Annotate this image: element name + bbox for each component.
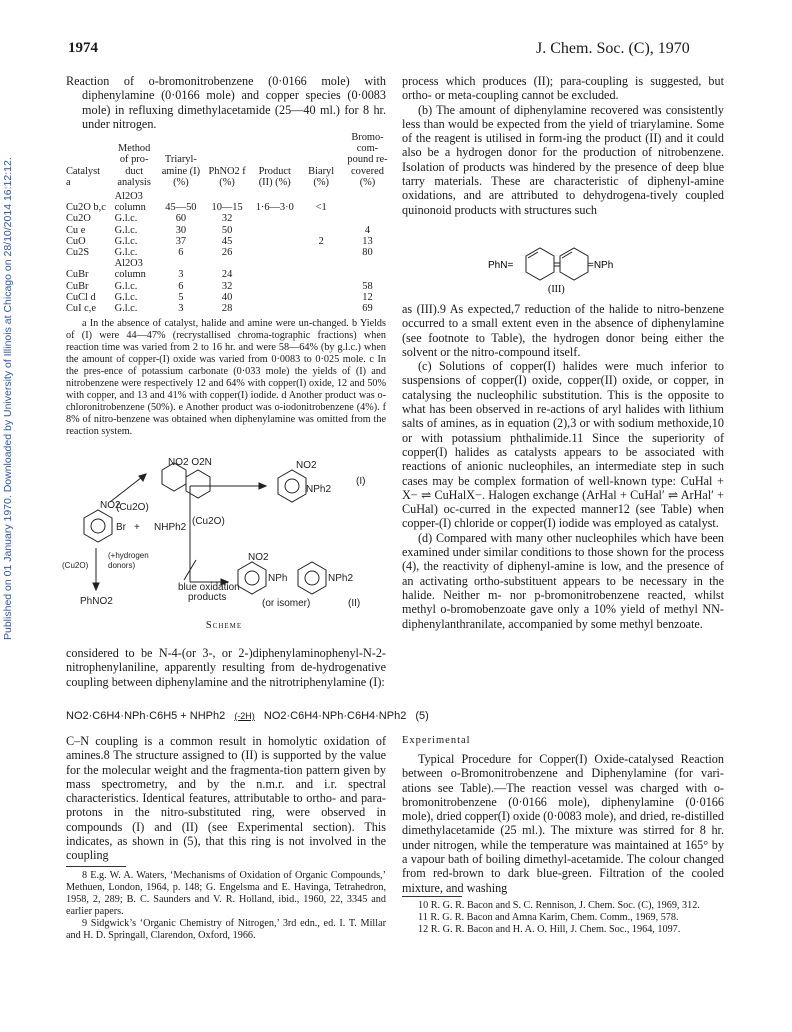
table-cell — [299, 281, 343, 292]
table-cell: CuBr — [66, 280, 89, 292]
table-cell: 60 — [175, 213, 187, 225]
table-cell: 12 — [362, 291, 373, 303]
table-cell — [299, 292, 343, 303]
table-cell — [343, 213, 392, 224]
footnote-rule-left — [66, 866, 126, 867]
scheme-label-isomer: (or isomer) — [262, 598, 311, 609]
table-cell: <1 — [315, 202, 327, 214]
scheme-label-cu2o-1: (Cu2O) — [116, 502, 149, 513]
structure-iii-right: =NPh — [588, 260, 614, 271]
table-cell: 32 — [221, 213, 233, 225]
table-cell: 4 — [364, 224, 371, 236]
table-cell: 58 — [362, 280, 373, 292]
table-cell — [250, 281, 299, 292]
table-cell: G.l.c. — [114, 303, 138, 315]
table-cell: 69 — [362, 303, 373, 315]
table-cell — [250, 303, 299, 314]
table-cell — [343, 191, 392, 213]
table-cell — [250, 292, 299, 303]
left-para-2: C–N coupling is a common result in homolytic oxidation of amines.8 The structure assigned to (II) is supported by the value for the molecular weight and the fragmenta-tion pattern given by mass spectrometry, and by the n.m.r. and i.r. spectral characteristics. Identical features, attributable to ortho- and para-protons in the nitro-substituted ring, were observed in compounds (I) and (II) (see Experimental section). This indicates, as shown in (5), that this ring is not involved in the coupling — [66, 734, 386, 863]
download-notice: Published on 01 January 1970. Downloaded by University of Illinois at Chicago on 28/10/2014 16:12:12. — [2, 157, 14, 640]
table-row — [62, 225, 392, 236]
scheme-label-blue1: blue oxidation — [178, 582, 240, 593]
table-cell: 26 — [221, 247, 233, 259]
table-row — [62, 303, 392, 314]
col-bromo-recovered: Bromo-com-pound re-covered (%) — [347, 132, 388, 188]
left-para-1: considered to be N-4-(or 3-, or 2-)diphenylaminophenyl-N-2-nitrophenylaniline, apparently resulting from de-hydrogenative coupling between diphenylamine and the nitrotriphenylamine (I): — [66, 646, 386, 689]
table-row — [62, 247, 392, 258]
structure-iii — [488, 238, 648, 294]
col-product-ii: Product (II) (%) — [258, 165, 291, 188]
quinonoid-structure — [488, 238, 648, 294]
eq5-right: NO2·C6H4·NPh·C6H4·NPh2 — [263, 710, 407, 722]
right-footnotes: 10 R. G. R. Bacon and S. C. Rennison, J. Chem. Soc. (C), 1969, 312. 11 R. G. R. Bacon and Amna Karim, Chem. Comm., 1969, 578. 12 R. G. R. Bacon and H. A. O. Hill, J. Chem. Soc., 1964, 1097. — [418, 900, 700, 935]
scheme-label-no2-II: NO2 — [248, 552, 269, 563]
scheme-drawing — [62, 456, 382, 616]
right-mid-text: as (III).9 As expected,7 reduction of the halide to nitro-benzene occurred to a small extent even in the absence of diphenylamine (see footnote to Table), the hydrogen donor being either the solvent or the nitro-compound itself. (c) Solutions of copper(I) halides were much inferior to suspensions of copper(I) oxide, copper(II) oxide, or copper, in catalysing the nucleophilic substitution. This is the opposite to what has been observed in re-actions of aryl halides with lithium salts of amines, as in equation (2),3 or with sodium methoxide,10 or with potassium phthalimide.11 Since the superiority of copper(I) halides as catalysts appears to be associated with reactions of anionic nucleophiles, an intermediate step in such cases may be complex formation of well-known type: CuHal + X− ⇌ CuHalX−. Halogen exchange (ArHal + CuHal′ ⇌ ArHal′ + CuHal) oc-curred in the expected manner12 (see Table) when copper-(I) chloride or copper(I) iodide was employed as catalyst. (d) Compared with many other nucleophiles which have been examined under similar conditions to those shown for the process (4), the reactivity of diphenyl-amine is low, and the presence of an activating ortho-substituent appears to be necessary in the halide. Neither m- nor p-bromonitrobenzene reacted, whilst methyl o-bromobenzoate gave only a 10% yield of methyl NN-diphenylanthranilate, accompanied by some methyl benzoate. — [402, 302, 724, 631]
yield-table — [62, 132, 392, 314]
table-cell: G.l.c. — [114, 247, 138, 259]
table-footnotes: a In the absence of catalyst, halide and amine were un-changed. b Yields of (I) were 44—47% (recrystallised chroma-tographic fractions) when reaction time was varied from 2 to 16 hr. and were 58—64% (by g.l.c.) when the amount of copper-(I) oxide was varied from 0·0083 to 0·025 mole. c In the pres-ence of potassium carbonate (0·033 mole) the yields of (I) and nitrobenzene were respectively 12 and 64% with copper(I) oxide, 12 and 50% with copper, and 13 and 41% with copper(I) iodide. d Another product was o-chloronitrobenzene (50%). e Another product was o-iodonitrobenzene (4%). f 8% of nitro-benzene was obtained when diphenylamine was omitted from the reaction system. — [66, 318, 386, 437]
table-cell: CuI c,e — [66, 303, 97, 315]
scheme-label-nph2-I: NPh2 — [306, 484, 332, 495]
scheme-label-nhph2: NHPh2 — [154, 522, 187, 533]
table-cell: 37 — [175, 235, 187, 247]
right-top-text: process which produces (II); para-coupling is suggested, but ortho- or meta-coupling cannot be excluded. (b) The amount of diphenylamine recovered was consistently less than would be expected from the yield of triarylamine. Some of the reagent is utilised in form-ing the product (II) and it could also be a hydrogen donor for the production of nitrobenzene. Isolation of products was hindered by the presence of deep blue tarry materials. These are characteristic of diphenyl-amine oxidations, and are attributed to dehydrogena-tively coupled quinonoid products with structures such — [402, 74, 724, 217]
table-cell — [299, 225, 343, 236]
table-cell — [250, 258, 299, 280]
table-cell: Cu2O — [66, 213, 91, 225]
table-cell: 3 — [178, 269, 184, 281]
journal-header: J. Chem. Soc. (C), 1970 — [536, 40, 690, 57]
table-cell — [250, 225, 299, 236]
table-cell: 5 — [178, 291, 184, 303]
table-cell: 3 — [178, 303, 184, 315]
table-cell: G.l.c. — [114, 224, 138, 236]
table-cell: 45—50 — [165, 202, 197, 214]
reaction-scheme — [62, 456, 382, 616]
scheme-label-no2-left: NO2 — [100, 500, 121, 511]
table-cell: 40 — [221, 291, 233, 303]
table-row — [62, 191, 392, 213]
experimental-text: Typical Procedure for Copper(I) Oxide-catalysed Reaction between o-Bromonitrobenzene and Diphenylamine (for vari-ations see Table).—The reaction vessel was charged with o-bromonitrobenzene (0·0166 mole), diphenylamine (0·0166 mole), dried copper(I) oxide (0·0083 mole), and dried, re-distilled dimethylacetamide (25 ml.). The mixture was stirred for 8 hr. under nitrogen, while the temperature was maintained at 165° by a vapour bath of boiling dimethyl-acetamide. The colour changed from red-brown to dark blue-green. Filtration of the cooled mixture, and washing — [402, 752, 724, 895]
table-row — [62, 281, 392, 292]
table-cell: 10—15 — [211, 202, 243, 214]
table-cell — [250, 247, 299, 258]
table-cell: 13 — [362, 235, 373, 247]
scheme-label-br: Br — [116, 522, 126, 533]
footnote-rule-right — [402, 896, 462, 897]
table-cell: G.l.c. — [114, 213, 138, 225]
col-method: Method of pro-duct analysis — [117, 143, 151, 188]
table-cell: Al2O3 column — [114, 191, 146, 214]
eq5-arrow: (-2H) — [234, 711, 255, 721]
scheme-label-nph2-II: NPh2 — [328, 573, 354, 584]
structure-iii-label: (III) — [548, 284, 565, 295]
scheme-label-nph-II: NPh — [268, 573, 288, 584]
table-cell: 24 — [221, 269, 233, 281]
scheme-label-label-I: (I) — [356, 476, 366, 487]
table-cell — [250, 236, 299, 247]
table-cell: 50 — [221, 224, 233, 236]
equation-5 — [66, 710, 429, 722]
scheme-caption: Scheme — [205, 620, 243, 631]
table-cell — [299, 303, 343, 314]
scheme-label-cu2o-3: (Cu2O) — [62, 561, 89, 570]
table-cell: 30 — [175, 224, 187, 236]
table-cell: 32 — [221, 280, 233, 292]
table-cell: CuCl d — [66, 291, 96, 303]
scheme-label-phno2: PhNO2 — [80, 596, 113, 607]
col-biaryl: Biaryl (%) — [308, 165, 335, 188]
table-cell: Cu2O b,c — [66, 202, 106, 214]
scheme-label-plus: + — [134, 522, 140, 533]
table-cell — [343, 258, 392, 280]
scheme-label-blue2: products — [188, 592, 227, 603]
table-cell: CuO — [66, 235, 86, 247]
scheme-label-cu2o-2: (Cu2O) — [192, 516, 225, 527]
scheme-label-no2-I: NO2 — [296, 460, 317, 471]
eq5-number: (5) — [415, 710, 429, 722]
experimental-heading: Experimental — [402, 735, 471, 746]
col-phno2: PhNO2 f (%) — [208, 165, 246, 188]
table-cell: 45 — [221, 235, 233, 247]
structure-iii-left: PhN= — [488, 260, 514, 271]
scheme-label-no2-top: NO2 O2N — [168, 457, 212, 468]
eq5-left: NO2·C6H4·NPh·C6H5 + NHPh2 — [66, 710, 226, 722]
table-cell: 1·6—3·0 — [255, 202, 294, 214]
table-cell — [299, 258, 343, 280]
table-cell: 80 — [362, 247, 373, 259]
product-i-ring — [278, 470, 306, 502]
table-cell: 2 — [318, 235, 324, 247]
table-cell: Al2O3 column — [114, 258, 146, 281]
table-cell — [299, 247, 343, 258]
table-cell — [299, 213, 343, 224]
table-row — [62, 292, 392, 303]
table-cell: G.l.c. — [114, 280, 138, 292]
table-cell: Cu2S — [66, 247, 90, 259]
page-number: 1974 — [68, 40, 98, 56]
table-cell — [250, 213, 299, 224]
col-catalyst: Catalyst a — [66, 165, 101, 188]
table-cell: 6 — [178, 247, 184, 259]
table-caption: Reaction of o-bromonitrobenzene (0·0166 mole) with diphenylamine (0·0166 mole) and copper species (0·0083 mole) in refluxing dimethylacetamide (25—40 ml.) for 8 hr. under nitrogen. — [66, 74, 386, 131]
table-cell: 28 — [221, 303, 233, 315]
table-cell: G.l.c. — [114, 235, 138, 247]
bromonitrobenzene-ring — [84, 510, 112, 542]
scheme-label-label-II: (II) — [348, 598, 361, 609]
download-sidebar — [2, 0, 16, 1032]
table-cell: CuBr — [66, 269, 89, 281]
left-footnotes: 8 E.g. W. A. Waters, ‘Mechanisms of Oxidation of Organic Compounds,’ Methuen, London, 1964, p. 148; G. Engelsma and E. Havinga, Tetrahedron, 1958, 2, 289; B. C. Saunders and V. R. Holland, ibid., 1960, 22, 3345 and earlier papers. 9 Sidgwick’s ‘Organic Chemistry of Nitrogen,’ 3rd edn., ed. I. T. Millar and H. D. Springall, Clarendon, Oxford, 1966. — [66, 870, 386, 941]
col-triarylamine: Triaryl-amine (I) (%) — [161, 154, 201, 188]
table-cell: 6 — [178, 280, 184, 292]
table-cell: G.l.c. — [114, 291, 138, 303]
table-row — [62, 236, 392, 247]
product-ii-ring-left — [238, 562, 266, 594]
table-cell: Cu e — [66, 224, 86, 236]
scheme-label-donors: donors) — [108, 561, 136, 570]
table-row — [62, 258, 392, 280]
results-table — [62, 132, 392, 314]
product-ii-ring-right — [298, 562, 326, 594]
table-row — [62, 213, 392, 224]
scheme-label-hydrogen: (+hydrogen — [108, 551, 149, 560]
table-header-row — [62, 132, 392, 191]
